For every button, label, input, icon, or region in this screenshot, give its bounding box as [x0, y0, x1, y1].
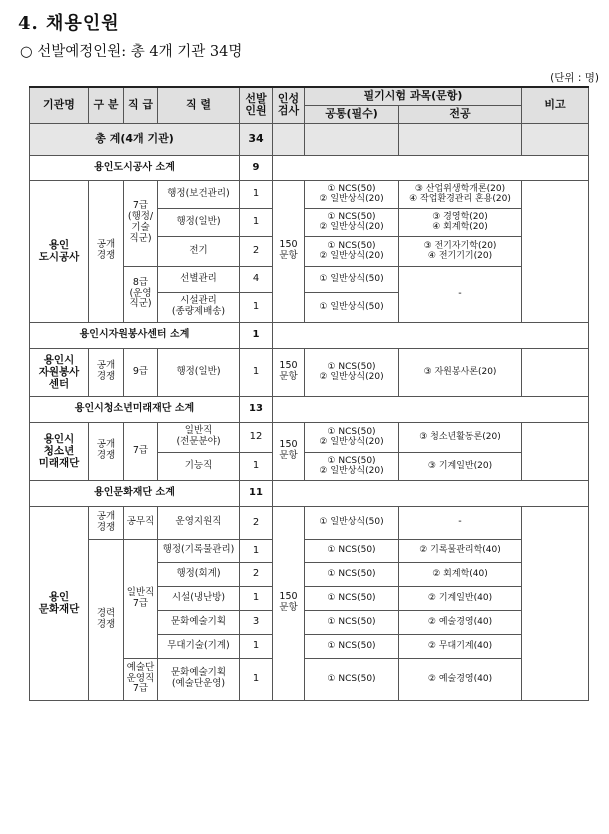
header-category: 구 분 — [89, 87, 124, 123]
grade-cell: 8급 (운영 직군) — [124, 266, 158, 322]
header-selected: 선발 인원 — [240, 87, 273, 123]
total-label: 총 계(4개 기관) — [30, 123, 240, 155]
table-row: 기능직 1 ① NCS(50) ② 일반상식(20) ③ 기계일반(20) — [30, 452, 589, 480]
header-org: 기관명 — [30, 87, 89, 123]
table-row: 행정(일반) 1 ① NCS(50) ② 일반상식(20) ③ 경영학(20) ④ 회계학(20) — [30, 208, 589, 236]
grade-cell: 7급 (행정/ 기술 직군) — [124, 180, 158, 266]
header-series: 직 렬 — [158, 87, 240, 123]
table-row: 8급 (운영 직군) 선별관리 4 ① 일반상식(50) - — [30, 266, 589, 292]
aptitude-cell: 150 문항 — [273, 180, 305, 322]
category-cell: 공개 경쟁 — [89, 180, 124, 322]
total-count: 34 — [240, 123, 273, 155]
org-name: 용인 문화재단 — [30, 506, 89, 700]
subtotal-row: 용인문화재단 소계 11 — [30, 480, 589, 506]
org-name: 용인시 청소년 미래재단 — [30, 422, 89, 480]
table-row: 시설관리 (종량제배송) 1 ① 일반상식(50) — [30, 292, 589, 322]
total-row — [30, 123, 589, 155]
table-row: 경력 경쟁 일반직 7급 행정(기록물관리) 1 ① NCS(50) ② 기록물관리학(40) — [30, 539, 589, 562]
subtotal-row: 용인도시공사 소계 9 — [30, 155, 589, 180]
header-written: 필기시험 과목(문항) — [305, 87, 522, 105]
header-common: 공통(필수) — [305, 105, 399, 123]
table-row: 시설(냉난방) 1 ① NCS(50) ② 기계일반(40) — [30, 586, 589, 610]
table-row: 용인시 청소년 미래재단 공개 경쟁 7급 일반직 (전문분야) 12 150 문항 ① NCS(50) ② 일반상식(20) ③ 청소년활동론(20) — [30, 422, 589, 452]
table-row: 행정(회계) 2 ① NCS(50) ② 회계학(40) — [30, 562, 589, 586]
header-note: 비고 — [522, 87, 589, 123]
selection-summary: ○ 선발예정인원: 총 4개 기관 34명 — [20, 44, 243, 60]
table-row: 용인 도시공사 공개 경쟁 7급 (행정/ 기술 직군) 행정(보건관리) 1 150 문항 ① NCS(50) ② 일반상식(20) ③ 산업위생학개론(20) ④ 작업환경관리 혼용(20) — [30, 180, 589, 208]
header-grade: 직 급 — [124, 87, 158, 123]
table-row: 예술단 운영직 7급 문화예술기획 (예술단운영) 1 ① NCS(50) ② 예술경영(40) — [30, 658, 589, 700]
table-row: 무대기술(기계) 1 ① NCS(50) ② 무대기계(40) — [30, 634, 589, 658]
subtotal-row: 용인시청소년미래재단 소계 13 — [30, 396, 589, 422]
section-heading: 4. 채용인원 — [18, 13, 120, 34]
org-name: 용인 도시공사 — [30, 180, 89, 322]
table-row: 용인시 자원봉사 센터 공개 경쟁 9급 행정(일반) 1 150 문항 ① NCS(50) ② 일반상식(20) ③ 자원봉사론(20) — [30, 348, 589, 396]
org-name: 용인시 자원봉사 센터 — [30, 348, 89, 396]
table-row: 용인 문화재단 공개 경쟁 공무직 운영지원직 2 150 문항 ① 일반상식(50) - — [30, 506, 589, 539]
unit-note: (단위 : 명) — [550, 72, 599, 84]
header-aptitude: 인성 검사 — [273, 87, 305, 123]
subtotal-row: 용인시자원봉사센터 소계 1 — [30, 322, 589, 348]
recruitment-table — [29, 86, 589, 701]
table-row: 문화예술기획 3 ① NCS(50) ② 예술경영(40) — [30, 610, 589, 634]
header-major: 전공 — [399, 105, 522, 123]
table-row: 전기 2 ① NCS(50) ② 일반상식(20) ③ 전기자기학(20) ④ 전기기기(20) — [30, 236, 589, 266]
